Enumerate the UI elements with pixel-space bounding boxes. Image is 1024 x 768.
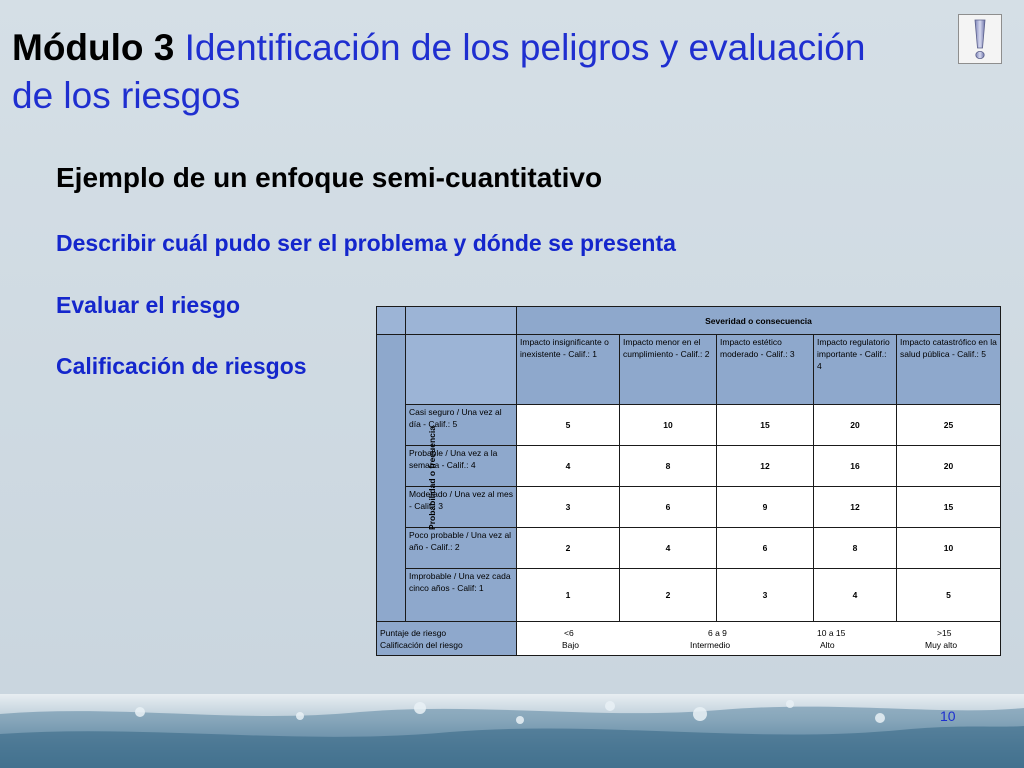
row-header: Casi seguro / Una vez al día - Calif.: 5: [406, 405, 517, 446]
risk-cell: 10: [620, 405, 717, 446]
rating-label: Calificación del riesgo: [380, 639, 463, 650]
risk-cell: 10: [897, 528, 1001, 569]
risk-cell: 4: [814, 569, 897, 622]
risk-cell: 2: [517, 528, 620, 569]
footer-labels: [377, 622, 517, 656]
risk-cell: 12: [814, 487, 897, 528]
footer-values: [517, 622, 1001, 656]
risk-cell: 6: [620, 487, 717, 528]
probability-axis-label: Probabilidad o frecuencia: [377, 335, 406, 622]
table-corner-3: [406, 335, 517, 405]
table-row: [377, 446, 1001, 487]
risk-cell: 2: [620, 569, 717, 622]
score-value: >15: [937, 627, 952, 638]
risk-cell: 8: [620, 446, 717, 487]
exclamation-icon: [958, 14, 1002, 64]
risk-cell: 5: [897, 569, 1001, 622]
risk-cell: 15: [897, 487, 1001, 528]
risk-cell: 20: [814, 405, 897, 446]
risk-cell: 4: [620, 528, 717, 569]
page-number: 10: [940, 708, 956, 724]
risk-cell: 8: [814, 528, 897, 569]
slide-title: [12, 24, 912, 120]
risk-cell: 20: [897, 446, 1001, 487]
table-corner-2: [406, 307, 517, 335]
column-header: Impacto menor en el cumplimiento - Calif.: 2: [620, 335, 717, 405]
risk-matrix-table: [376, 306, 1000, 656]
risk-cell: 3: [717, 569, 814, 622]
rating-value: Bajo: [562, 639, 580, 650]
column-header: Impacto insignificante o inexistente - Calif.: 1: [517, 335, 620, 405]
risk-cell: 15: [717, 405, 814, 446]
risk-cell: 1: [517, 569, 620, 622]
row-header: Improbable / Una vez cada cinco años - Calif: 1: [406, 569, 517, 622]
score-label: Puntaje de riesgo: [380, 627, 447, 638]
column-header: Impacto catastrófico en la salud pública - Calif.: 5: [897, 335, 1001, 405]
score-value: 6 a 9: [708, 627, 727, 638]
row-header: Moderado / Una vez al mes - Calif.: 3: [406, 487, 517, 528]
column-header: Impacto estético moderado - Calif.: 3: [717, 335, 814, 405]
title-module: Módulo 3: [12, 27, 175, 68]
table-row: [377, 569, 1001, 622]
risk-cell: 25: [897, 405, 1001, 446]
bullet-risk-rating: Calificación de riesgos: [56, 353, 307, 379]
water-splash-footer: [0, 694, 1024, 768]
bullet-evaluate-risk: Evaluar el riesgo: [56, 292, 241, 318]
risk-cell: 9: [717, 487, 814, 528]
bullet-describe-problem: Describir cuál pudo ser el problema y dónde se presenta: [56, 230, 676, 256]
column-header: Impacto regulatorio importante - Calif.: 4: [814, 335, 897, 405]
risk-cell: 16: [814, 446, 897, 487]
table-row: [377, 487, 1001, 528]
rating-value: Muy alto: [925, 639, 958, 650]
rating-value: Alto: [820, 639, 835, 650]
score-value: 10 a 15: [817, 627, 846, 638]
title-topic: Identificación de los peligros y evaluación de los riesgos: [12, 27, 866, 116]
table-row: [377, 528, 1001, 569]
row-header: Probable / Una vez a la semana - Calif.: 4: [406, 446, 517, 487]
severity-header: Severidad o consecuencia: [517, 307, 1001, 335]
table-row: [377, 405, 1001, 446]
row-header: Poco probable / Una vez al año - Calif.: 2: [406, 528, 517, 569]
risk-cell: 6: [717, 528, 814, 569]
risk-cell: 5: [517, 405, 620, 446]
table-corner: [377, 307, 406, 335]
risk-cell: 12: [717, 446, 814, 487]
risk-cell: 3: [517, 487, 620, 528]
risk-cell: 4: [517, 446, 620, 487]
section-subtitle: Ejemplo de un enfoque semi-cuantitativo: [56, 162, 603, 193]
rating-value: Intermedio: [690, 639, 731, 650]
score-value: <6: [564, 627, 574, 638]
